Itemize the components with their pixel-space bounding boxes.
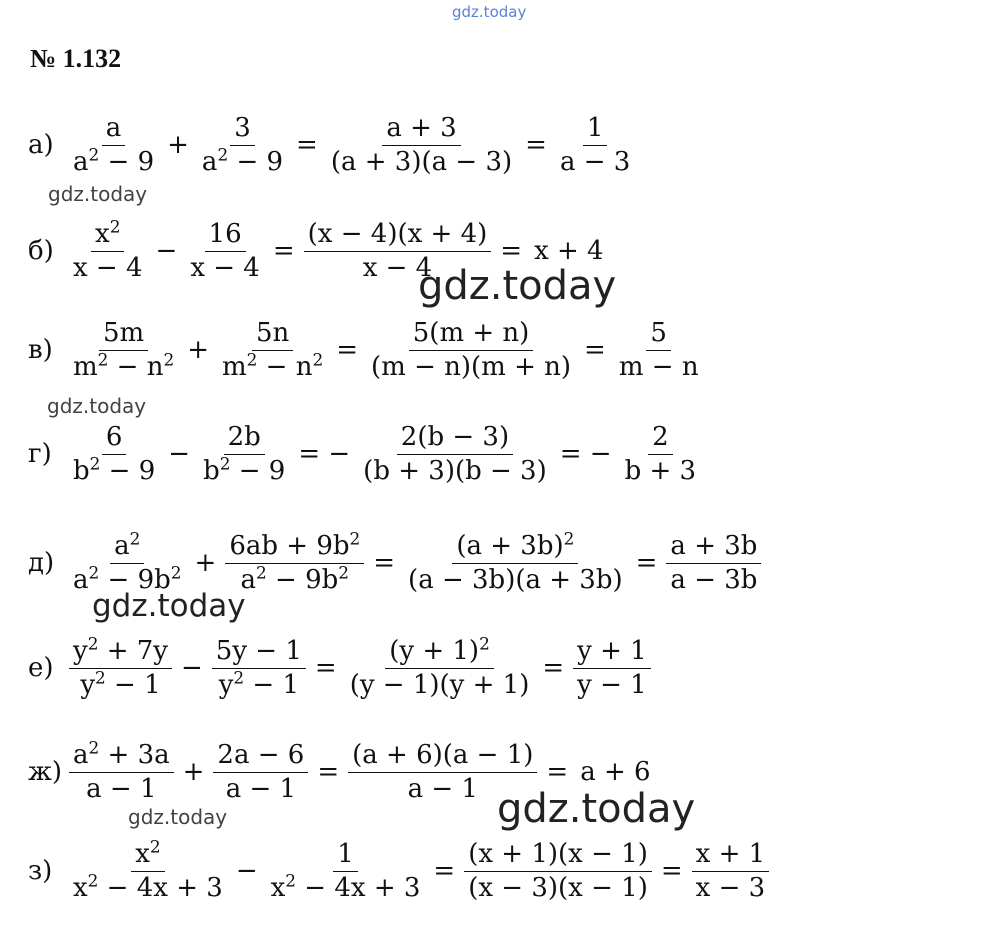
fraction <box>212 635 306 701</box>
numerator: 5y − 1 <box>212 635 306 669</box>
fraction <box>404 530 627 596</box>
denominator: (x − 3)(x − 1) <box>468 872 648 903</box>
numerator: a + 3b <box>666 530 761 564</box>
watermark: gdz.today <box>92 588 246 624</box>
denominator: a − 1 <box>407 773 478 804</box>
fraction <box>573 635 651 701</box>
numerator: 2a − 6 <box>213 739 308 773</box>
operator: = <box>433 856 456 886</box>
operator: = <box>500 236 523 266</box>
fraction <box>267 838 425 904</box>
denominator: m − n <box>618 351 699 382</box>
watermark-top: gdz.today <box>452 3 527 21</box>
watermark: gdz.today <box>48 182 148 206</box>
numerator: a + 3 <box>382 112 460 146</box>
numerator: (a + 6)(a − 1) <box>348 739 537 773</box>
operator: = <box>525 130 547 160</box>
operator: = − <box>559 439 612 469</box>
operator: − <box>181 653 203 683</box>
denominator: $m^2 - n^2$ <box>222 349 324 382</box>
fraction <box>69 112 158 178</box>
numerator: x + 1 <box>692 838 770 872</box>
fraction <box>199 421 289 487</box>
item-label: е) <box>28 653 54 683</box>
numerator: 16 <box>205 218 246 252</box>
numerator: 2b <box>224 421 265 455</box>
fraction <box>367 317 575 383</box>
numerator: $(y + 1)^2$ <box>385 635 494 669</box>
numerator: 1 <box>583 112 608 146</box>
fraction <box>69 317 178 383</box>
operator: + <box>182 757 205 787</box>
denominator: $a^2 - 9b^2$ <box>73 562 182 595</box>
denominator: b + 3 <box>624 455 697 486</box>
equation-a <box>28 112 637 178</box>
equation-d <box>28 530 764 596</box>
operator: + <box>167 130 189 160</box>
equation-e <box>28 635 654 701</box>
numerator: (x + 1)(x − 1) <box>464 838 652 872</box>
fraction <box>359 421 551 487</box>
operator: = <box>296 130 318 160</box>
fraction <box>69 421 159 487</box>
numerator: $y^2 + 7y$ <box>69 635 172 669</box>
operator: = <box>314 653 337 683</box>
fraction <box>666 530 761 596</box>
denominator: a − 1 <box>225 773 297 804</box>
denominator: a − 1 <box>86 773 157 804</box>
denominator: x − 3 <box>695 872 766 903</box>
fraction <box>218 317 327 383</box>
fraction <box>464 838 652 904</box>
fraction <box>69 739 174 805</box>
equation-z <box>28 838 772 904</box>
fraction <box>225 530 364 596</box>
denominator: $y^2 - 1$ <box>218 667 299 700</box>
equation-g <box>28 421 703 487</box>
fraction <box>615 317 703 383</box>
numerator: 5n <box>252 317 293 351</box>
item-label: в) <box>28 335 53 365</box>
denominator: (y − 1)(y + 1) <box>349 669 530 700</box>
result-expression: a + 6 <box>580 757 651 787</box>
watermark: gdz.today <box>497 786 696 832</box>
item-label: д) <box>28 548 55 578</box>
denominator: $m^2 - n^2$ <box>73 349 175 382</box>
fraction <box>327 112 516 178</box>
operator: = <box>635 548 658 578</box>
operator: = <box>584 335 606 365</box>
fraction <box>556 112 634 178</box>
fraction <box>213 739 308 805</box>
numerator: 5 <box>646 317 671 351</box>
denominator: $x^2 - 4x + 3$ <box>270 870 421 903</box>
operator: = <box>317 757 340 787</box>
denominator: x − 4 <box>190 252 260 283</box>
fraction <box>69 530 186 596</box>
operator: = <box>336 335 359 365</box>
denominator: (a − 3b)(a + 3b) <box>408 564 623 595</box>
denominator: $b^2 - 9$ <box>73 453 156 486</box>
fraction <box>69 218 147 284</box>
equation-v <box>28 317 706 383</box>
denominator: $x^2 - 4x + 3$ <box>73 870 223 903</box>
operator: = <box>546 757 569 787</box>
denominator: y − 1 <box>577 669 647 700</box>
fraction <box>692 838 770 904</box>
operator: = − <box>298 439 351 469</box>
denominator: $a^2 - 9b^2$ <box>240 562 350 595</box>
operator: − <box>168 439 191 469</box>
denominator: (b + 3)(b − 3) <box>363 455 547 486</box>
operator: − <box>235 856 258 886</box>
watermark: gdz.today <box>128 805 228 829</box>
numerator: $a^2 + 3a$ <box>69 739 174 773</box>
result-expression: x + 4 <box>534 236 604 266</box>
denominator: a − 3 <box>559 146 631 177</box>
item-label: б) <box>28 236 54 266</box>
numerator: $x^2$ <box>91 218 124 252</box>
fraction <box>69 838 227 904</box>
fraction <box>198 112 287 178</box>
numerator: $6ab + 9b^2$ <box>225 530 364 564</box>
denominator: x − 4 <box>362 252 433 283</box>
item-label: г) <box>28 439 52 469</box>
numerator: 6 <box>102 421 127 455</box>
item-label: з) <box>28 856 53 886</box>
denominator: (a + 3)(a − 3) <box>330 146 513 177</box>
denominator: (m − n)(m + n) <box>371 351 572 382</box>
operator: = <box>660 856 683 886</box>
operator: = <box>373 548 396 578</box>
numerator: $(a + 3b)^2$ <box>452 530 578 564</box>
fraction <box>69 635 172 701</box>
denominator: $y^2 - 1$ <box>80 667 161 700</box>
numerator: 5m <box>99 317 148 351</box>
numerator: 3 <box>230 112 255 146</box>
operator: + <box>187 335 210 365</box>
denominator: $a^2 - 9$ <box>201 144 284 177</box>
operator: = <box>272 236 295 266</box>
fraction <box>346 635 534 701</box>
numerator: $a^2$ <box>110 530 144 564</box>
operator: − <box>155 236 178 266</box>
watermark: gdz.today <box>418 263 617 309</box>
denominator: a − 3b <box>670 564 758 595</box>
numerator: 2 <box>648 421 673 455</box>
fraction <box>621 421 701 487</box>
item-label: а) <box>28 130 54 160</box>
operator: + <box>194 548 217 578</box>
numerator: 5(m + n) <box>409 317 534 351</box>
operator: = <box>542 653 565 683</box>
exercise-number: № 1.132 <box>30 44 122 73</box>
numerator: y + 1 <box>573 635 651 669</box>
denominator: $b^2 - 9$ <box>203 453 286 486</box>
numerator: a <box>102 112 126 146</box>
fraction <box>186 218 264 284</box>
item-label: ж) <box>28 757 63 787</box>
denominator: $a^2 - 9$ <box>73 144 155 177</box>
numerator: 1 <box>333 838 358 872</box>
numerator: $x^2$ <box>131 838 164 872</box>
denominator: x − 4 <box>73 252 143 283</box>
watermark: gdz.today <box>47 394 147 418</box>
numerator: (x − 4)(x + 4) <box>304 218 492 252</box>
numerator: 2(b − 3) <box>397 421 513 455</box>
